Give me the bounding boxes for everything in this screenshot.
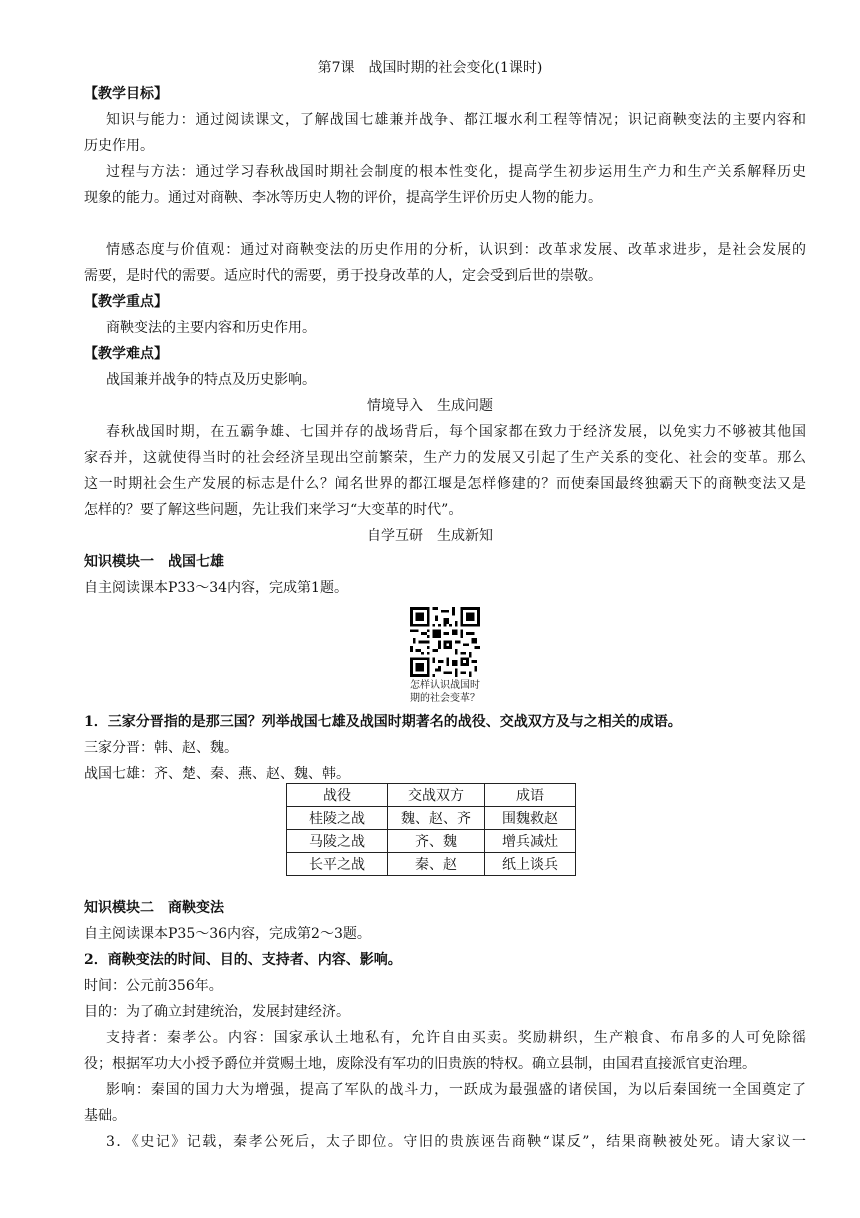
battles-table: [286, 783, 576, 876]
intro-paragraph-line-3: 这一时期社会生产发展的标志是什么？闻名世界的都江堰是怎样修建的？而使秦国最终独霸天下的商鞅变法又是: [84, 476, 806, 492]
question-1-answer-seven-states: 战国七雄：齐、楚、秦、燕、赵、魏、韩。: [84, 766, 350, 782]
goal-knowledge-line-1: 知识与能力：通过阅读课文，了解战国七雄兼并战争、都江堰水利工程等情况；识记商鞅变法的主要内容和: [106, 112, 806, 128]
question-2-content-line-1: 支持者：秦孝公。内容：国家承认土地私有，允许自由买卖。奖励耕织，生产粮食、布帛多的人可免除徭: [106, 1030, 806, 1046]
question-2-goal: 目的：为了确立封建统治，发展封建经济。: [84, 1004, 350, 1020]
table-cell: 增兵减灶: [485, 830, 576, 853]
table-cell: 纸上谈兵: [485, 853, 576, 876]
module-2-heading: 知识模块二 商鞅变法: [84, 900, 224, 916]
intro-heading: 情境导入 生成问题: [367, 398, 493, 414]
table-row: [287, 853, 576, 876]
question-1-answer-three-families: 三家分晋：韩、赵、魏。: [84, 740, 238, 756]
qr-caption: [392, 679, 498, 705]
table-cell: 长平之战: [287, 853, 388, 876]
question-1-text: 1．三家分晋指的是那三国？列举战国七雄及战国时期著名的战役、交战双方及与之相关的成语。: [84, 714, 682, 730]
table-cell: 齐、魏: [388, 830, 485, 853]
module-1-heading: 知识模块一 战国七雄: [84, 554, 224, 570]
goal-values-line-2: 需要，是时代的需要。适应时代的需要，勇于投身改革的人，定会受到后世的崇敬。: [84, 268, 602, 284]
qr-caption-line-2: 期的社会变革？: [410, 693, 480, 704]
table-cell: 马陵之战: [287, 830, 388, 853]
question-2: [84, 951, 402, 969]
goal-process-line-1: 过程与方法：通过学习春秋战国时期社会制度的根本性变化，提高学生初步运用生产力和生产关系解释历史: [106, 164, 806, 180]
module-2-reading-task: 自主阅读课本P35～36内容，完成第2～3题。: [84, 926, 371, 942]
table-cell: 魏、赵、齐: [388, 807, 485, 830]
question-2-effect-line-2: 基础。: [84, 1108, 126, 1124]
table-header-cell: 交战双方: [388, 784, 485, 807]
question-3: 3．《史记》记载，秦孝公死后，太子即位。守旧的贵族诬告商鞅“谋反”，结果商鞅被处死。请大家议一: [106, 1134, 806, 1150]
goal-values-line-1: 情感态度与价值观：通过对商鞅变法的历史作用的分析，认识到：改革求发展、改革求进步，是社会发展的: [106, 242, 806, 258]
question-1: [84, 713, 682, 731]
teaching-goals-heading: 【教学目标】: [84, 86, 168, 102]
intro-paragraph-line-4: 怎样的？要了解这些问题，先让我们来学习“大变革的时代”。: [84, 502, 463, 518]
teaching-difficulty-heading: 【教学难点】: [84, 346, 168, 362]
table-row: [287, 830, 576, 853]
self-study-heading: 自学互研 生成新知: [367, 528, 493, 544]
table-row: [287, 807, 576, 830]
table-cell: 桂陵之战: [287, 807, 388, 830]
table-header-row: [287, 784, 576, 807]
teaching-focus-text: 商鞅变法的主要内容和历史作用。: [106, 320, 316, 336]
intro-paragraph-line-2: 家吞并，这就使得当时的社会经济呈现出空前繁荣，生产力的发展又引起了生产关系的变化、社会的变革。那么: [84, 450, 806, 466]
lesson-title: 第7课 战国时期的社会变化(1课时): [317, 60, 543, 76]
qr-code-icon[interactable]: [410, 607, 480, 677]
question-2-content-line-2: 役；根据军功大小授予爵位并赏赐土地，废除没有军功的旧贵族的特权。确立县制，由国君直接派官吏治理。: [84, 1056, 756, 1072]
question-2-effect-line-1: 影响：秦国的国力大为增强，提高了军队的战斗力，一跃成为最强盛的诸侯国，为以后秦国统一全国奠定了: [106, 1082, 806, 1098]
qr-caption-line-1: 怎样认识战国时: [410, 680, 480, 691]
teaching-difficulty-text: 战国兼并战争的特点及历史影响。: [106, 372, 316, 388]
module-1-reading-task: 自主阅读课本P33～34内容，完成第1题。: [84, 580, 348, 596]
table-header-cell: 战役: [287, 784, 388, 807]
intro-paragraph-line-1: 春秋战国时期，在五霸争雄、七国并存的战场背后，每个国家都在致力于经济发展，以免实力不够被其他国: [106, 424, 806, 440]
teaching-focus-heading: 【教学重点】: [84, 294, 168, 310]
goal-knowledge-line-2: 历史作用。: [84, 138, 154, 154]
table-cell: 围魏救赵: [485, 807, 576, 830]
goal-process-line-2: 现象的能力。通过对商鞅、李冰等历史人物的评价，提高学生评价历史人物的能力。: [84, 190, 602, 206]
question-2-time: 时间：公元前356年。: [84, 978, 223, 994]
table-header-cell: 成语: [485, 784, 576, 807]
question-2-text: 2．商鞅变法的时间、目的、支持者、内容、影响。: [84, 952, 402, 968]
table-cell: 秦、赵: [388, 853, 485, 876]
